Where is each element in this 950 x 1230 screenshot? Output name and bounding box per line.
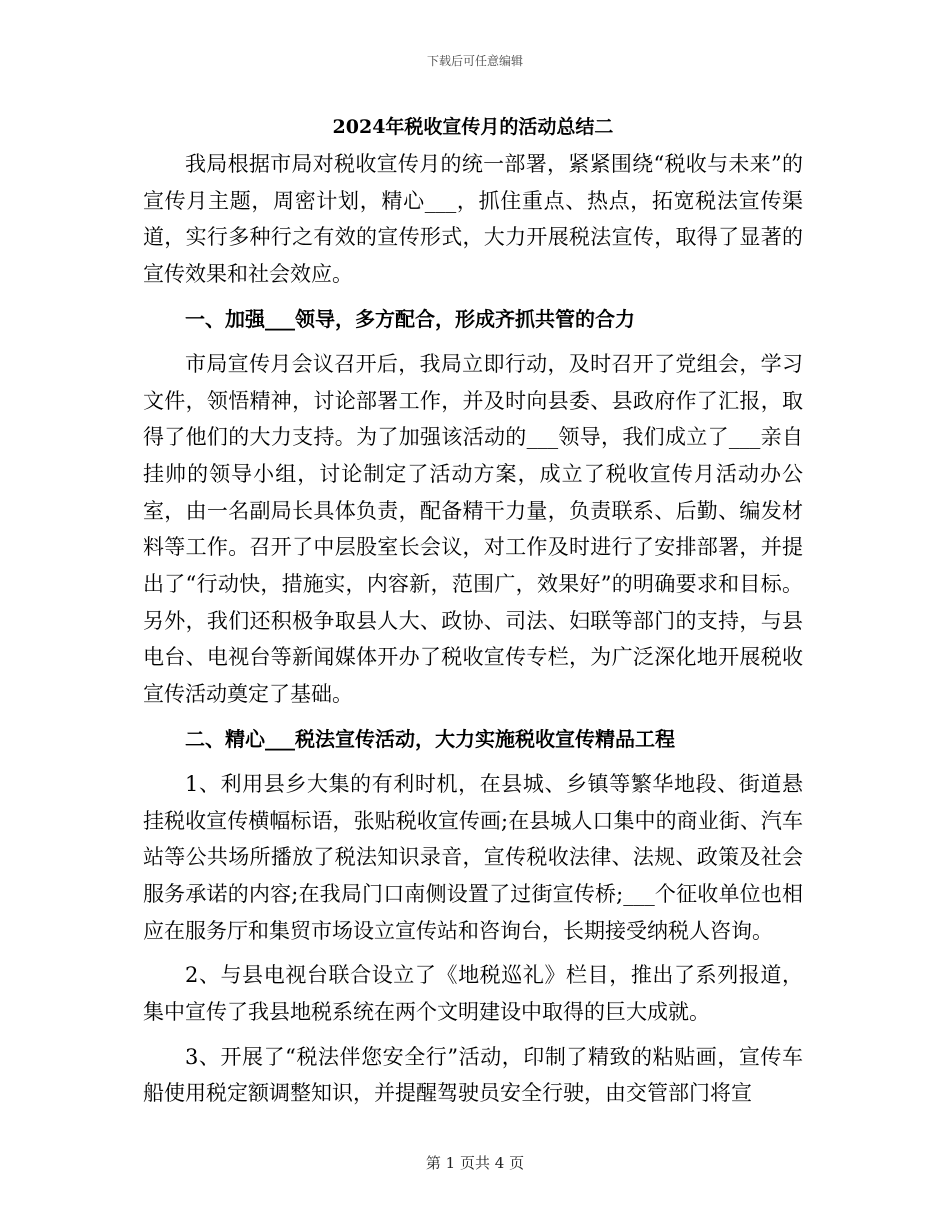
intro-paragraph: 我局根据市局对税收宣传月的统一部署，紧紧围绕“税收与未来”的宣传月主题，周密计划，精心___，抓住重点、热点，拓宽税法宣传渠道，实行多种行之有效的宣传形式，大力开展税法宣传，取得了显著的宣传效果和社会效应。: [143, 152, 803, 287]
section-2-item-2: 2、与县电视台联合设立了《地税巡礼》栏目，推出了系列报道，集中宣传了我县地税系统在两个文明建设中取得的巨大成就。: [143, 963, 803, 1025]
section-2-item-3: 3、开展了“税法伴您安全行”活动，印制了精致的粘贴画，宣传车船使用税定额调整知识，并提醒驾驶员安全行驶，由交管部门将宣: [143, 1044, 803, 1106]
document-body: [143, 108, 803, 1112]
section-2-heading: 二、精心___税法宣传活动，大力实施税收宣传精品工程: [185, 726, 675, 751]
section-2-item-1: 1、利用县乡大集的有利时机，在县城、乡镇等繁华地段、街道悬挂税收宣传横幅标语，张贴税收宣传画;在县城人口集中的商业街、汽车站等公共场所播放了税法知识录音，宣传税收法律、法规、政策及社会服务承诺的内容;在我局门口南侧设置了过街宣传桥;___个征收单位也相应在服务厅和集贸市场设立宣传站和咨询台，长期接受纳税人咨询。: [143, 771, 803, 943]
section-1-heading: 一、加强___领导，多方配合，形成齐抓共管的合力: [185, 306, 635, 331]
page-header-note: 下载后可任意编辑: [426, 54, 523, 68]
section-1-paragraph: 市局宣传月会议召开后，我局立即行动，及时召开了党组会，学习文件，领悟精神，讨论部署工作，并及时向县委、县政府作了汇报，取得了他们的大力支持。为了加强该活动的___领导，我们成立了___亲自挂帅的领导小组，讨论制定了活动方案，成立了税收宣传月活动办公室，由一名副局长具体负责，配备精干力量，负责联系、后勤、编发材料等工作。召开了中层股室长会议，对工作及时进行了安排部署，并提出了“行动快，措施实，内容新，范围广，效果好”的明确要求和目标。另外，我们还积极争取县人大、政协、司法、妇联等部门的支持，与县电台、电视台等新闻媒体开办了税收宣传专栏，为广泛深化地开展税收宣传活动奠定了基础。: [143, 351, 803, 707]
page-footer-number: 第 1 页共 4 页: [425, 1154, 525, 1172]
document-title: 2024年税收宣传月的活动总结二: [332, 116, 614, 138]
